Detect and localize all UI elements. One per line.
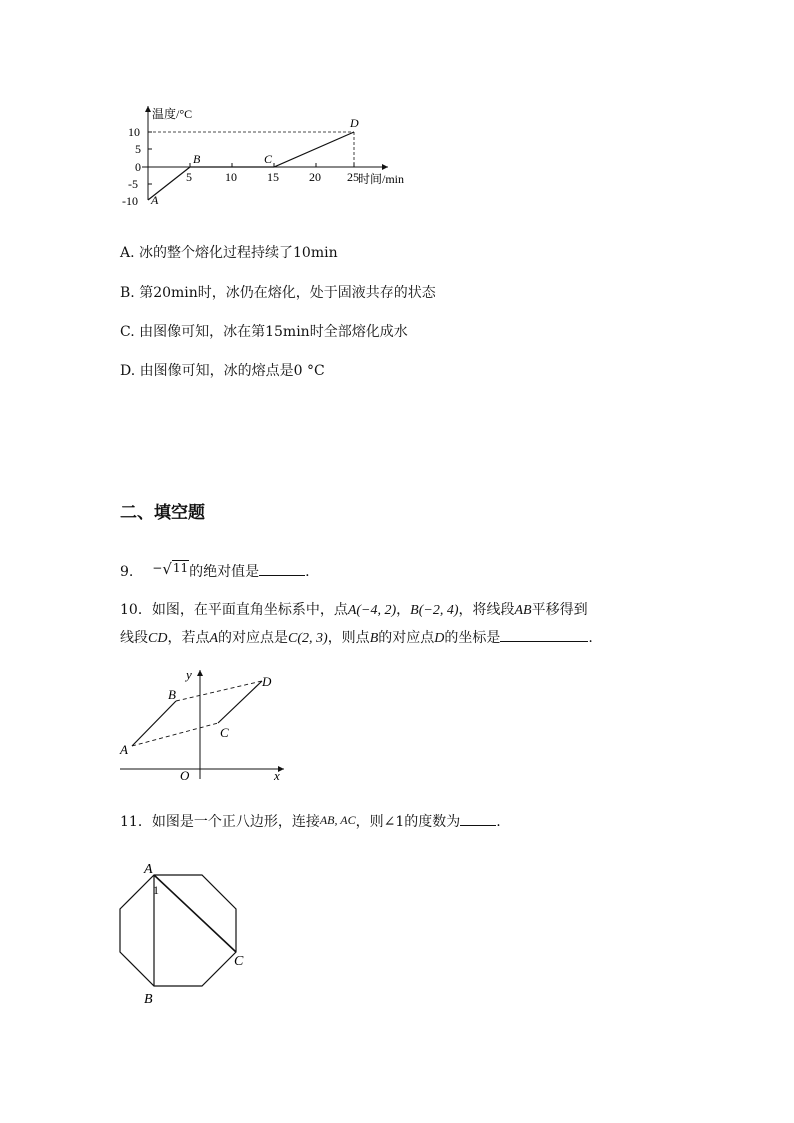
q10-text-3: 平移得到 xyxy=(531,602,588,618)
option-a: A. 冰的整个熔化过程持续了10min xyxy=(120,245,338,261)
figure-label-x: x xyxy=(274,768,280,783)
question-9 xyxy=(120,558,310,582)
graph-point-d: D xyxy=(350,116,359,130)
q9-answer-blank[interactable] xyxy=(259,561,305,576)
q10-point-b: B(−2, 4) xyxy=(410,603,459,618)
figure-label-b: B xyxy=(168,687,176,702)
x-tick-10: 10 xyxy=(225,170,237,184)
q10-pt-a: A xyxy=(209,631,219,646)
segment-ac xyxy=(154,875,236,952)
y-tick-neg10: -10 xyxy=(122,194,138,208)
option-d: D. 由图像可知，冰的熔点是0 °C xyxy=(120,363,325,379)
option-c: C. 由图像可知，冰在第15min时全部熔化成水 xyxy=(120,324,408,340)
x-tick-5: 5 xyxy=(186,170,192,184)
graph-temperature-line xyxy=(148,132,354,200)
q10-text-7: ，则点 xyxy=(327,630,370,646)
octagon-figure xyxy=(110,855,260,1010)
q10-text-4: 线段 xyxy=(120,630,148,646)
y-tick-10: 10 xyxy=(128,125,140,139)
q11-text-1: 11．如图是一个正八边形，连接 xyxy=(120,814,320,830)
q10-text-5: ，若点 xyxy=(167,630,210,646)
q10-sep: ， xyxy=(396,602,411,618)
figure-label-o: O xyxy=(180,768,190,783)
x-tick-25: 25 xyxy=(347,170,359,184)
q11-text-3: 的度数为 xyxy=(404,814,461,830)
y-tick-5: 5 xyxy=(135,142,141,156)
q10-text-8: 的对应点 xyxy=(378,630,435,646)
q11-segs: AB, AC xyxy=(319,813,356,827)
q10-seg-cd: CD xyxy=(148,631,168,646)
figure-label-c: C xyxy=(220,725,229,740)
q11-text-2: ，则 xyxy=(355,814,384,830)
q9-text: 的绝对值是 xyxy=(189,564,260,580)
q10-point-c: C(2, 3) xyxy=(288,631,328,646)
segment-cd xyxy=(218,681,262,723)
octagon-angle-label: 1 xyxy=(153,883,159,897)
octagon-label-a: A xyxy=(144,862,153,877)
option-b: B. 第20min时，冰仍在熔化，处于固液共存的状态 xyxy=(120,285,436,301)
regular-octagon xyxy=(120,875,236,986)
q11-end: . xyxy=(496,814,501,830)
question-11 xyxy=(120,810,501,832)
q10-text-1: 10．如图，在平面直角坐标系中，点 xyxy=(120,602,348,618)
y-tick-neg5: -5 xyxy=(128,177,138,191)
octagon-label-b: B xyxy=(144,992,153,1007)
graph-x-label: 时间/min xyxy=(358,172,405,186)
figure-label-d: D xyxy=(262,674,272,689)
q10-text-9: 的坐标是 xyxy=(444,630,501,646)
q10-seg-ab: AB xyxy=(514,603,532,618)
q10-text-2: ，将线段 xyxy=(458,602,515,618)
q11-angle: ∠1 xyxy=(383,814,405,830)
q11-answer-blank[interactable] xyxy=(460,811,496,826)
dash-bd xyxy=(176,681,262,701)
q10-text-6: 的对应点是 xyxy=(218,630,289,646)
q10-answer-blank[interactable] xyxy=(500,627,588,642)
dash-ac xyxy=(132,723,218,746)
section-title: 二、填空题 xyxy=(120,503,205,523)
question-10-line-1 xyxy=(120,600,588,621)
q10-pt-b: B xyxy=(369,631,379,646)
q9-number: 9. xyxy=(120,564,134,580)
x-tick-15: 15 xyxy=(267,170,279,184)
segment-ab xyxy=(132,701,176,746)
graph-point-b: B xyxy=(193,152,201,166)
graph-y-label: 温度/°C xyxy=(152,107,193,121)
q9-end: . xyxy=(305,564,310,580)
q9-radicand: 11 xyxy=(172,561,189,575)
coordinate-figure xyxy=(118,664,298,784)
question-10-line-2 xyxy=(120,627,593,649)
sqrt-symbol-icon: √ xyxy=(162,560,172,578)
x-tick-20: 20 xyxy=(309,170,321,184)
graph-point-a: A xyxy=(151,193,159,207)
y-tick-0: 0 xyxy=(135,160,141,174)
figure-label-a: A xyxy=(120,742,128,757)
q9-minus: − xyxy=(152,561,163,575)
q10-end: . xyxy=(588,630,593,646)
figure-label-y: y xyxy=(186,667,192,682)
melting-graph xyxy=(118,100,438,212)
q10-point-a: A(−4, 2) xyxy=(347,603,397,618)
q10-pt-d: D xyxy=(434,631,445,646)
octagon-label-c: C xyxy=(234,954,244,969)
graph-point-c: C xyxy=(264,152,273,166)
